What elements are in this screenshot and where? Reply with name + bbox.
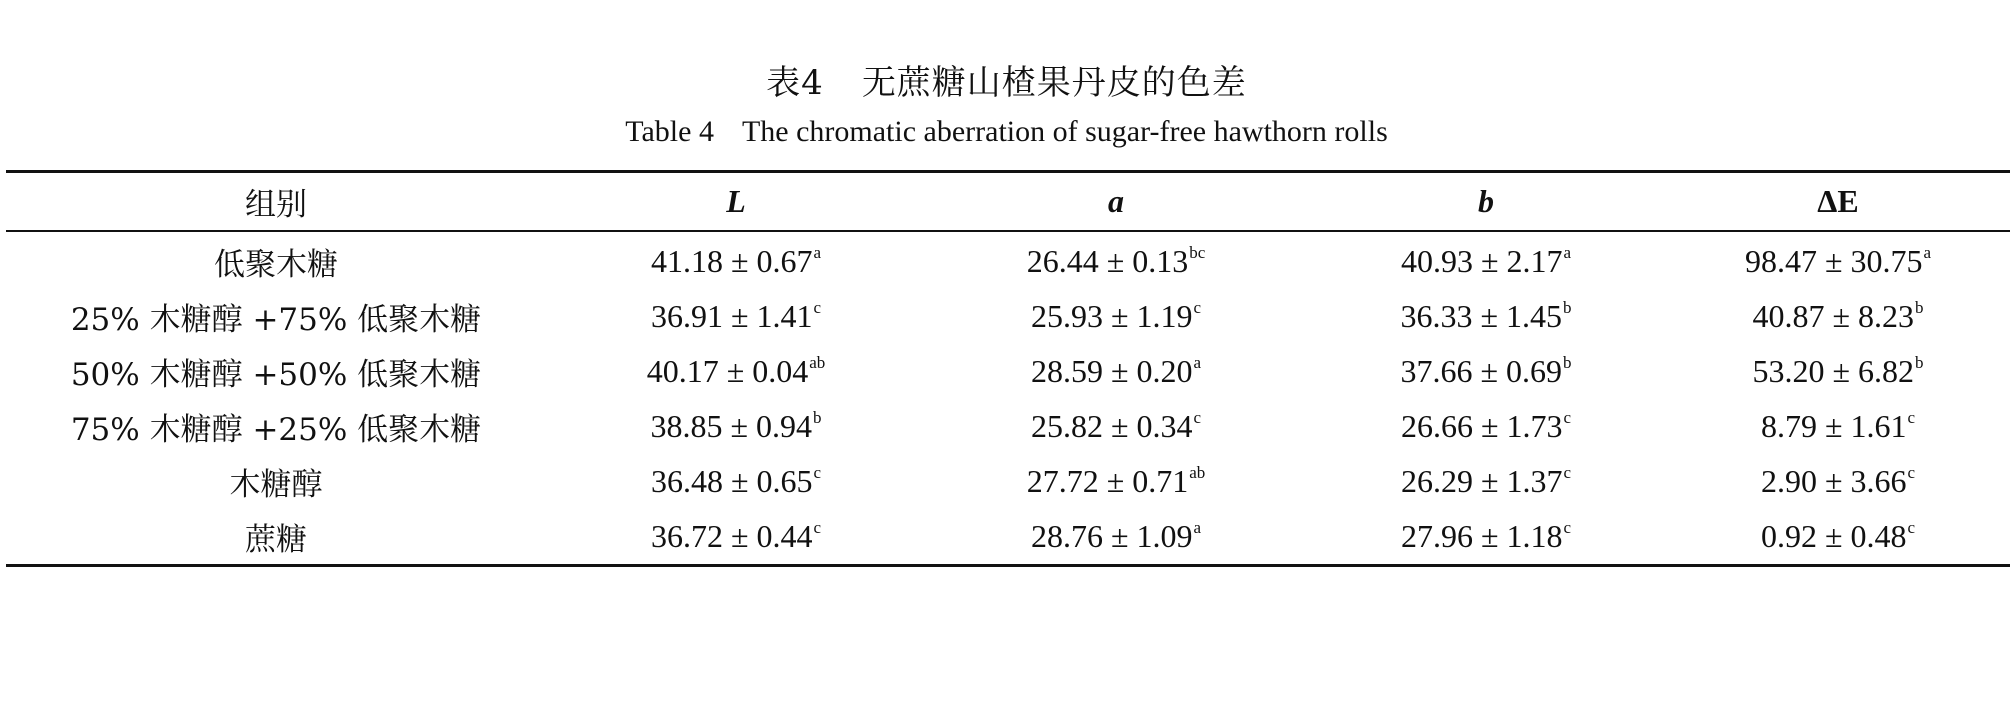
table-header-row [6, 173, 2010, 232]
table-row [6, 344, 2010, 399]
delta-e-cell: 8.79 ± 1.61$^c$ [1760, 408, 1916, 444]
table-title-cn: 无蔗糖山楂果丹皮的色差 [861, 63, 1247, 103]
group-cell: 蔗糖 [245, 522, 307, 558]
L-cell: 38.85 ± 0.94$^b$ [650, 408, 822, 444]
group-cell: 低聚木糖 [214, 247, 338, 283]
a-cell: 26.44 ± 0.13$^{bc}$ [1026, 243, 1206, 279]
delta-e-cell: 0.92 ± 0.48$^c$ [1760, 518, 1916, 554]
a-cell: 27.72 ± 0.71$^{ab}$ [1026, 463, 1206, 499]
table-row [6, 399, 2010, 454]
a-cell: 25.82 ± 0.34$^c$ [1030, 408, 1202, 444]
group-cell: 25% 木糖醇 +75% 低聚木糖 [70, 302, 482, 338]
table-row [6, 289, 2010, 344]
table-row [6, 509, 2010, 564]
header-L: L [726, 183, 746, 219]
b-cell: 26.66 ± 1.73$^c$ [1400, 408, 1572, 444]
b-cell: 27.96 ± 1.18$^c$ [1400, 518, 1572, 554]
delta-e-cell: 40.87 ± 8.23$^b$ [1752, 298, 1924, 334]
a-cell: 28.59 ± 0.20$^a$ [1030, 353, 1202, 389]
table-number-en: Table 4 [625, 115, 714, 148]
b-cell: 40.93 ± 2.17$^a$ [1400, 243, 1572, 279]
header-b: b [1478, 183, 1494, 219]
group-cell: 50% 木糖醇 +50% 低聚木糖 [70, 357, 482, 393]
b-cell: 37.66 ± 0.69$^b$ [1400, 353, 1572, 389]
table-caption-en [0, 115, 2013, 149]
header-delta-e: ΔE [1817, 183, 1859, 219]
delta-e-cell: 98.47 ± 30.75$^a$ [1744, 243, 1932, 279]
delta-e-cell: 2.90 ± 3.66$^c$ [1760, 463, 1916, 499]
header-a: a [1108, 183, 1124, 219]
a-cell: 25.93 ± 1.19$^c$ [1030, 298, 1202, 334]
b-cell: 36.33 ± 1.45$^b$ [1400, 298, 1572, 334]
L-cell: 36.48 ± 0.65$^c$ [650, 463, 822, 499]
table-row [6, 234, 2010, 289]
group-cell: 75% 木糖醇 +25% 低聚木糖 [70, 412, 482, 448]
table-caption-cn [0, 55, 2013, 104]
color-difference-table [6, 170, 2010, 567]
table-number-cn: 表4 [766, 63, 824, 103]
header-group: 组别 [245, 187, 307, 223]
group-cell: 木糖醇 [229, 467, 323, 503]
a-cell: 28.76 ± 1.09$^a$ [1030, 518, 1202, 554]
delta-e-cell: 53.20 ± 6.82$^b$ [1752, 353, 1924, 389]
L-cell: 40.17 ± 0.04$^{ab}$ [646, 353, 826, 389]
b-cell: 26.29 ± 1.37$^c$ [1400, 463, 1572, 499]
L-cell: 36.91 ± 1.41$^c$ [650, 298, 822, 334]
L-cell: 36.72 ± 0.44$^c$ [650, 518, 822, 554]
table-title-en: The chromatic aberration of sugar-free hawthorn rolls [741, 115, 1388, 148]
L-cell: 41.18 ± 0.67$^a$ [650, 243, 822, 279]
table-row [6, 454, 2010, 509]
